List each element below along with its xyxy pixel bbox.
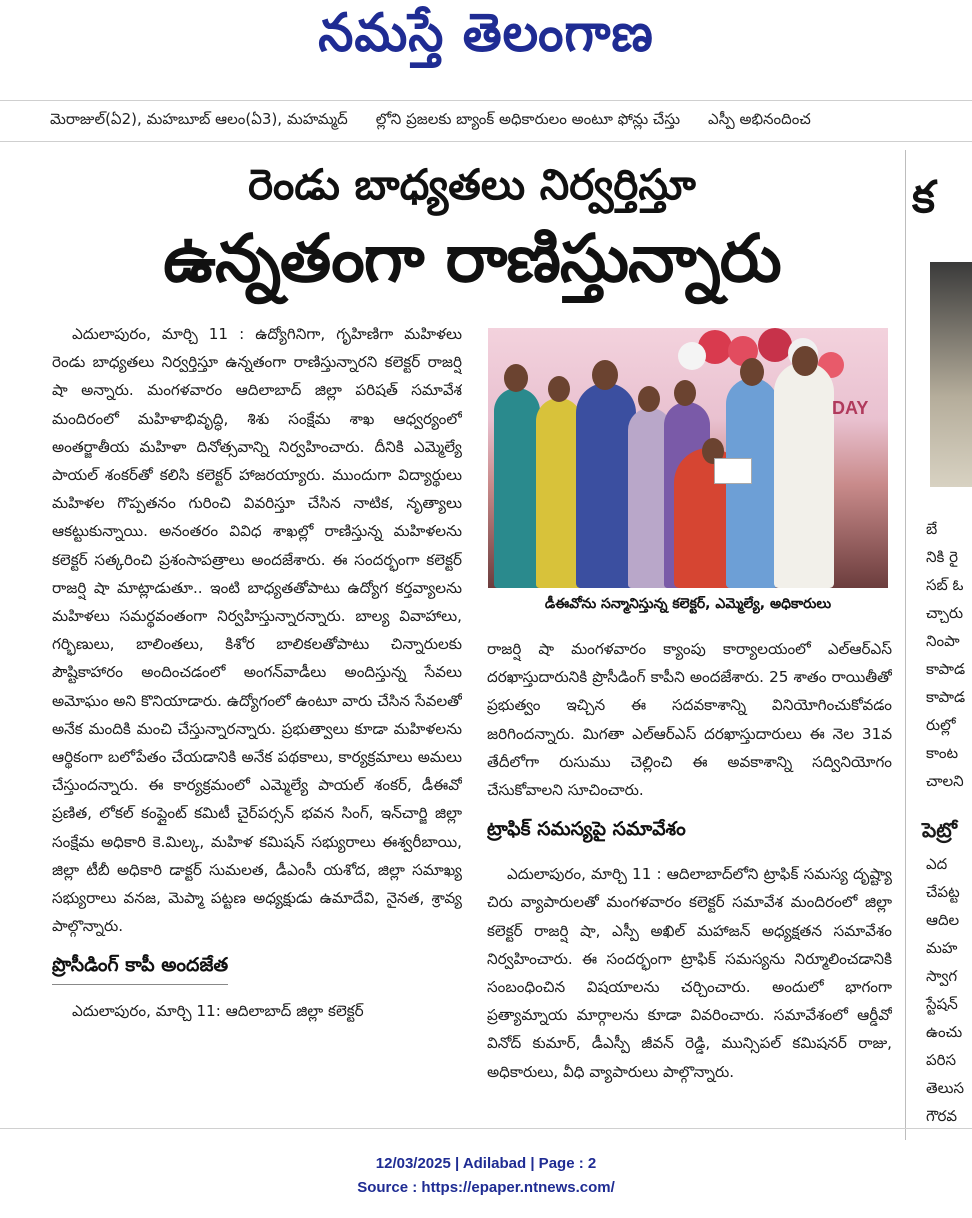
story-paragraph: ఎదులాపురం, మార్చి 11: ఆదిలాబాద్ జిల్లా కలెక్టర్ — [72, 1002, 364, 1021]
story-paragraph: ఎదులాపురం, మార్చి 11 : ఆదిలాబాద్‌లోని ట్రాఫిక్ సమస్య దృష్ట్యా చిరు వ్యాపారులతో మంగళవారం కలెక్టర్ సమావేశ మందిరంలో జిల్లా కలెక్టర్ రాజర్షి షా, ఎస్పీ అఖిల్ మహాజన్ అధ్యక్షతన సమావేశం నిర్వహించారు. ఈ సందర్భంగా ట్రాఫిక్ సమస్యను నిర్మూలించడానికి సంబంధించిన విషయాలను చర్చించారు. అందులో భాగంగా ప్రత్యామ్నాయ మార్గాలను కూడా వివరించారు. సమావేశంలో ఆర్డీవో వినోద్ కుమార్, డీఎస్పీ జీవన్ రెడ్డి, మున్సిపల్ కమిషనర్ రాజు, అధికారులు, వీధి వ్యాపారులు పాల్గొన్నారు. — [487, 865, 892, 1081]
edition-info: 12/03/2025 | Adilabad | Page : 2 — [375, 1155, 597, 1172]
page-footer — [0, 1152, 972, 1200]
story-right-column — [487, 635, 892, 1105]
story-kicker: రెండు బాధ్యతలు నిర్వర్తిస్తూ — [248, 160, 696, 209]
adjacent-photo — [930, 262, 972, 487]
story-subhead: ట్రాఫిక్ సమస్యపై సమావేశం — [487, 818, 686, 841]
ticker-item: మెరాజుల్(ఏ2), మహబూబ్ ఆలం(ఏ3), మహమ్మద్ — [50, 110, 348, 128]
newspaper-logo: నమస్తే తెలంగాణ — [318, 1, 654, 63]
story-photo: DAY — [488, 328, 888, 588]
story-subhead: ప్రొసీడింగ్ కాపీ అందజేత — [52, 950, 228, 985]
ticker-strip — [0, 100, 972, 142]
story-paragraph: రాజర్షి షా మంగళవారం క్యాంపు కార్యాలయంలో ఎల్ఆర్ఎస్ దరఖాస్తుదారునికి ప్రొసీడింగ్ కాపీని అందజేశారు. 25 శాతం రాయితీతో ప్రభుత్వం ఇచ్చిన ఈ సదవకాశాన్ని వినియోగించుకోవడం జరిగిందన్నారు. మిగతా ఎల్ఆర్ఎస్ దరఖాస్తుదారులు ఈ నెల 31వ తేదీలోగా రుసుము చెల్లించి ఈ అవకాశాన్ని సద్వినియోగం చేసుకోవాలని సూచించారు. — [487, 640, 892, 800]
source-link[interactable]: Source : https://epaper.ntnews.com/ — [357, 1179, 615, 1196]
column-divider — [905, 150, 906, 1140]
story-paragraph: ఎదులాపురం, మార్చి 11 : ఉద్యోగినిగా, గృహిణిగా మహిళలు రెండు బాధ్యతలు నిర్వర్తిస్తూ ఉన్నతంగా రాణిస్తున్నారని కలెక్టర్ రాజర్షి షా అన్నారు. మంగళవారం ఆదిలాబాద్ జిల్లా పరిషత్ సమావేశ మందిరంలో మహిళాభివృద్ధి, శిశు సంక్షేమ శాఖ ఆధ్వర్యంలో అంతర్జాతీయ మహిళా దినోత్సవాన్ని నిర్వహించారు. దీనికి ఎమ్మెల్యే పాయల్ శంకర్‌తో కలిసి కలెక్టర్ హాజరయ్యారు. ముందుగా విద్యార్థులు మహిళల గొప్పతనం గురించి వివరిస్తూ చేసిన నాటిక, నృత్యాలు ఆకట్టుకున్నాయి. అనంతరం వివిధ శాఖల్లో రాణిస్తున్న మహిళలను కలెక్టర్ సత్కరించి ప్రశంసాపత్రాలు అందజేశారు. ఈ సందర్భంగా కలెక్టర్ రాజర్షి షా మాట్లాడుతూ.. ఇంటి బాధ్యతతోపాటు ఉద్యోగ కర్తవ్యాలను మహిళలు సమర్థవంతంగా నిర్వహిస్తున్నారన్నారు. బాల్య వివాహాలు, గర్భిణులు, బాలింతలు, కిశోర బాలికలతోపాటు చిన్నారులకు పౌష్టికాహారం అందించడంలో అంగన్‌వాడీలు అందిస్తున్న సేవలు అమోఘం అని కొనియాడారు. ఉద్యోగంలో ఉంటూ వారు చేసిన సేవలతో అనేక మందికి మంచి చేస్తున్నారన్నారు. ప్రభుత్వాలు కూడా మహిళలను ఆర్థికంగా బలోపేతం చేయడానికి అనేక పథకాలు, కార్యక్రమాలు అమలు చేస్తుందన్నారు. ఈ కార్యక్రమంలో ఎమ్మెల్యే పాయల్ శంకర్, డీఈవో ప్రణిత, లోకల్ కంప్లైంట్ కమిటీ చైర్‌పర్సన్ భవన సింగ్, ఇన్‌చార్జి జిల్లా సంక్షేమ అధికారి కె.మిల్క, మహిళ కమిషన్ సభ్యురాలు ఈశ్వరీబాయి, జిల్లా టీబీ అధికారి డాక్టర్ సుమలత, డీఎంసీ యశోద, జిల్లా సమాఖ్య సభ్యురాలు వనజ, మెప్మా పట్టణ అధ్యక్షుడు ఉమాదేవి, నైనత, శ్రావ్య పాల్గొన్నారు. — [52, 325, 462, 936]
adjacent-headline: క — [912, 172, 935, 223]
masthead — [0, 0, 972, 78]
main-story — [52, 150, 892, 1110]
adjacent-text: ఎద చేపట్ట ఆదిల మహ స్వాగ స్టేషన్ ఉంచు పరిస తెలుస గౌరవ — [926, 855, 965, 1125]
footer-divider — [0, 1128, 972, 1129]
ticker-item: ల్లోని ప్రజలకు బ్యాంక్ అధికారులం అంటూ ఫోన్లు చేస్తు — [375, 110, 681, 128]
story-left-column — [52, 320, 462, 1110]
story-headline: ఉన్నతంగా రాణిస్తున్నారు — [163, 220, 781, 297]
adjacent-subhead: పెట్రో — [922, 818, 957, 842]
adjacent-text: బే నికి రై సబ్ ఓ చ్చారు నింపా కాపాడ కాపాడ రుల్లో కాంట చాలని — [926, 520, 966, 790]
ticker-item: ఎస్పీ అభినందించ — [708, 110, 811, 128]
photo-caption: డీఈవోను సన్మానిస్తున్న కలెక్టర్, ఎమ్మెల్యే, అధికారులు — [544, 596, 832, 612]
adjacent-story — [912, 150, 972, 1140]
